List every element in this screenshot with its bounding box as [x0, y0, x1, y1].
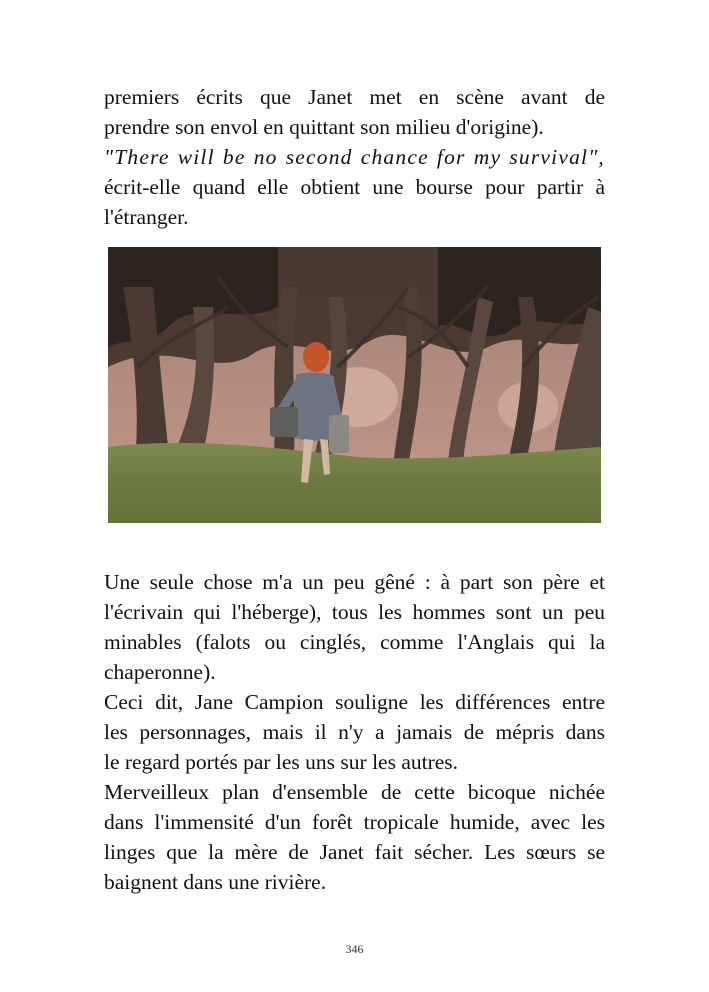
intro-paragraph — [104, 82, 605, 142]
quote-text: "There will be no second chance for my survival", — [104, 145, 605, 169]
text-line: chaperonne). — [104, 660, 216, 684]
text-line: l'étranger. — [104, 205, 189, 229]
paragraph-characters — [104, 687, 605, 777]
film-still-image — [108, 247, 601, 523]
text-line: baignent dans une rivière. — [104, 870, 327, 894]
text-line: l'écrivain qui l'héberge), tous les hommes sont un peu — [104, 600, 605, 624]
text-line: les personnages, mais il n'y a jamais de mépris dans — [104, 720, 605, 744]
text-line: linges que la mère de Janet fait sécher. Les sœurs se — [104, 840, 605, 864]
text-line: minables (falots ou cinglés, comme l'Anglais qui la — [104, 630, 605, 654]
text-line: écrit-elle quand elle obtient une bourse pour partir à — [104, 175, 605, 199]
text-line: Merveilleux plan d'ensemble de cette bicoque nichée — [104, 780, 605, 804]
text-line: Ceci dit, Jane Campion souligne les différences entre — [104, 690, 605, 714]
paragraph-landscape — [104, 777, 605, 897]
text-line: le regard portés par les uns sur les autres. — [104, 750, 459, 774]
text-line: Une seule chose m'a un peu gêné : à part son père et — [104, 570, 605, 594]
text-line: prendre son envol en quittant son milieu d'origine). — [104, 115, 544, 139]
page-number: 346 — [345, 942, 364, 956]
text-line: dans l'immensité d'un forêt tropicale humide, avec les — [104, 810, 605, 834]
film-still-illustration — [108, 247, 601, 523]
text-line: premiers écrits que Janet met en scène avant de — [104, 85, 605, 109]
quote-paragraph — [104, 142, 605, 232]
paragraph-criticism — [104, 567, 605, 687]
commentary-block — [104, 567, 605, 897]
